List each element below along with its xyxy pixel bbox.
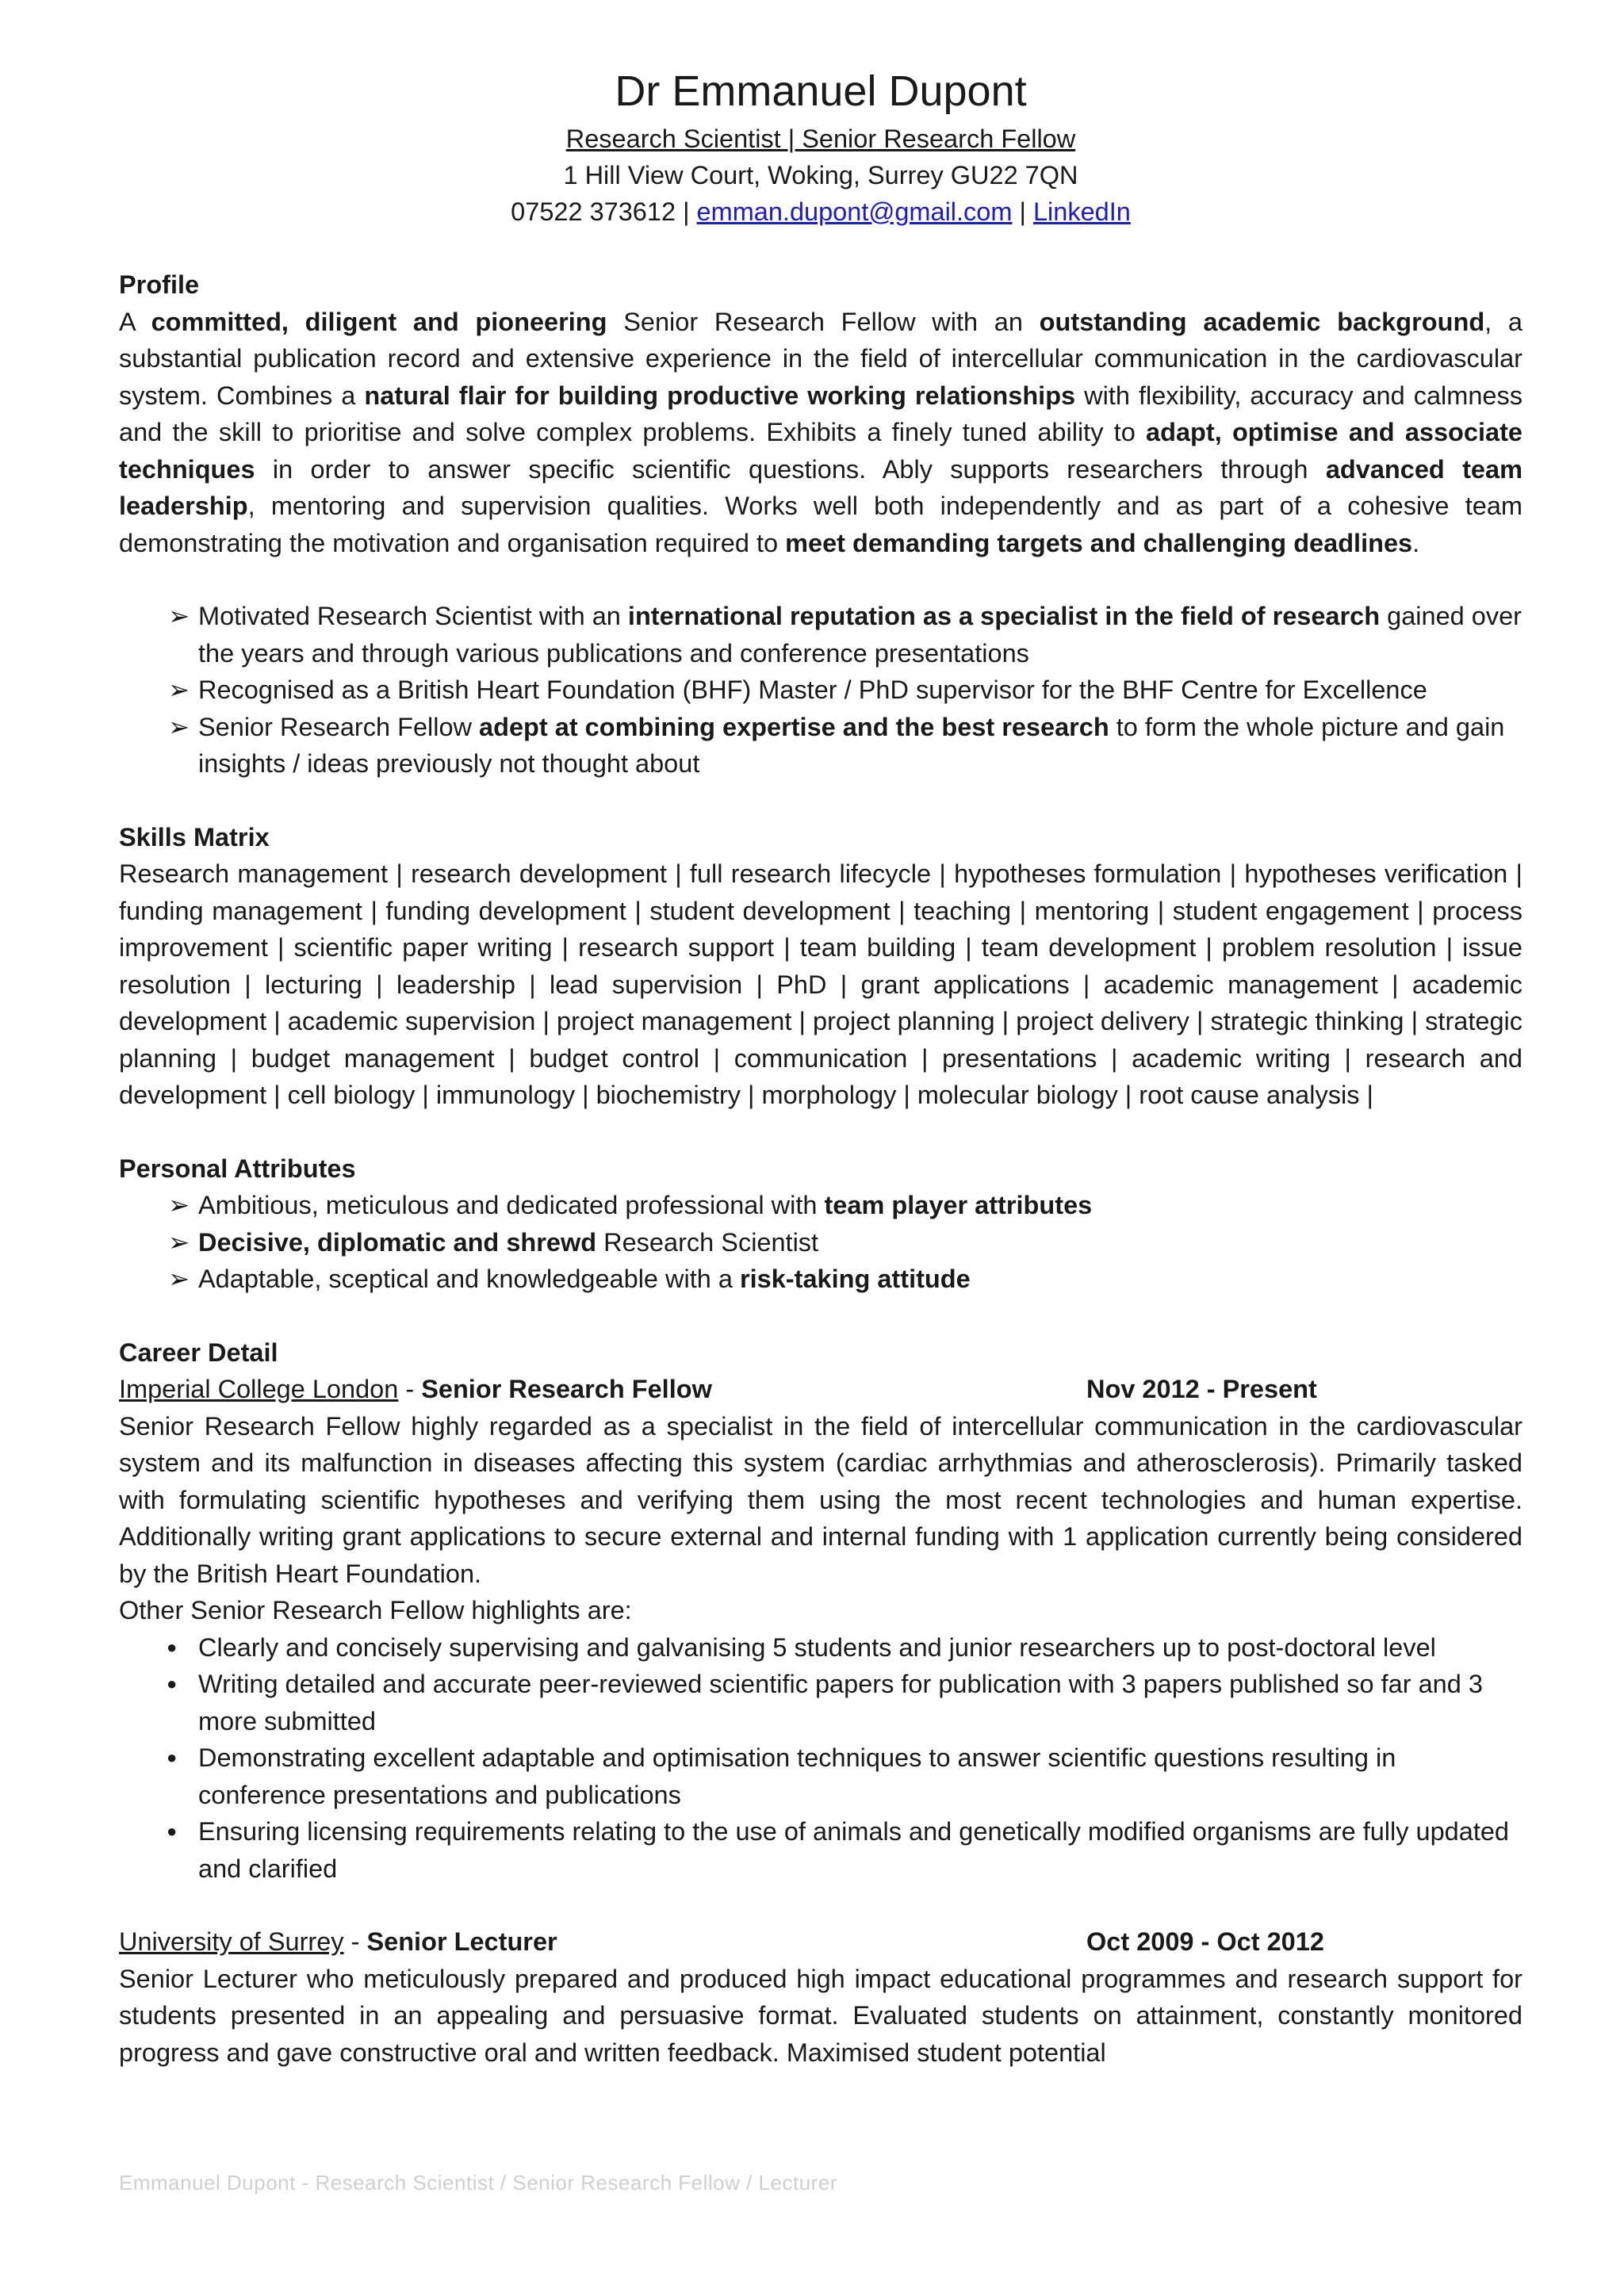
cv-page [119,63,1522,2071]
bullet-icon: ● [167,1747,178,1767]
arrow-bullet-icon: ➢ [168,1227,190,1257]
phone: 07522 373612 [511,197,676,226]
employer-name: University of Surrey [119,1927,344,1956]
bullet-icon: ● [167,1636,178,1657]
list-item: ➢ Senior Research Fellow adept at combining expertise and the best research to form the whole picture and gain insights / ideas previously not thought about [119,709,1522,783]
arrow-bullet-icon: ➢ [168,675,190,704]
job-highlights [119,1629,1522,1888]
skills-matrix: Research management | research development | full research lifecycle | hypotheses formulation | hypotheses verification | funding management | funding development | student development | teaching | mentoring | student engagement | process improvement | scientific paper writing | research support | team building | team development | problem resolution | issue resolution | lecturing | leadership | lead supervision | PhD | grant applications | academic management | academic development | academic supervision | project management | project planning | project delivery | strategic thinking | strategic planning | budget management | budget control | communication | presentations | academic writing | research and development | cell biology | immunology | biochemistry | morphology | molecular biology | root cause analysis | [119,859,1522,1109]
attributes-heading: Personal Attributes [119,1154,356,1183]
list-item: ➢ Motivated Research Scientist with an international reputation as a specialist in the field of research gained over the years and through various publications and conference presentations [119,598,1522,672]
highlights-intro: Other Senior Research Fellow highlights are: [119,1596,632,1624]
bullet-icon: ● [167,1821,178,1841]
candidate-title: Research Scientist | Senior Research Fellow [565,124,1076,153]
list-item: ➢ Recognised as a British Heart Foundation (BHF) Master / PhD supervisor for the BHF Centre for Excellence [119,672,1522,709]
list-item: ➢ Decisive, diplomatic and shrewd Research Scientist [119,1224,1522,1261]
job-description: Senior Research Fellow highly regarded as a specialist in the field of intercellular communication in the cardiovascular system and its malfunction in diseases affecting this system (cardiac arrhythmias and atherosclerosis). Primarily tasked with formulating scientific hypotheses and verifying them using the most recent technologies and human expertise. Additionally writing grant applications to secure external and internal funding with 1 application currently being considered by the British Heart Foundation. [119,1411,1522,1588]
arrow-bullet-icon: ➢ [168,712,190,741]
list-item: ➢ Adaptable, sceptical and knowledgeable with a risk-taking attitude [119,1261,1522,1298]
arrow-bullet-icon: ➢ [168,1191,190,1219]
list-item: ● Writing detailed and accurate peer-reviewed scientific papers for publication with 3 papers published so far and 3 more submitted [119,1666,1522,1739]
job-header: Imperial College London - Senior Research Fellow Nov 2012 - Present [119,1371,1522,1408]
candidate-name: Dr Emmanuel Dupont [615,67,1027,115]
profile-summary: A committed, diligent and pioneering Senior Research Fellow with an outstanding academic background, a substantial publication record and extensive experience in the field of intercellular communication in the cardiovascular system. Combines a natural flair for building productive working relationships with flexibility, accuracy and calmness and the skill to prioritise and solve complex problems. Exhibits a finely tuned ability to adapt, optimise and associate techniques in order to answer specific scientific questions. Ably supports researchers through advanced team leadership, mentoring and supervision qualities. Works well both independently and as part of a cohesive team demonstrating the motivation and organisation required to meet demanding targets and challenging deadlines. [119,307,1522,557]
attributes-list [119,1187,1522,1298]
profile-heading: Profile [119,270,200,299]
list-item: ● Ensuring licensing requirements relating to the use of animals and genetically modified organisms are fully updated and clarified [119,1813,1522,1887]
job-role: Senior Research Fellow [421,1375,712,1403]
bullet-icon: ● [167,1674,178,1693]
address: 1 Hill View Court, Woking, Surrey GU22 7QN [563,161,1078,189]
employer-name: Imperial College London [119,1375,399,1403]
job-dates: Oct 2009 - Oct 2012 [1086,1927,1324,1956]
job-role: Senior Lecturer [366,1927,557,1956]
linkedin-link[interactable]: LinkedIn [1032,197,1131,226]
list-item: ➢ Ambitious, meticulous and dedicated professional with team player attributes [119,1187,1522,1224]
arrow-bullet-icon: ➢ [168,602,190,630]
job-description: Senior Lecturer who meticulously prepared and produced high impact educational programmes and research support for students presented in an appealing and persuasive format. Evaluated students on attainment, constantly monitored progress and gave constructive oral and written feedback. Maximised student potential [119,1964,1522,2067]
job-dates: Nov 2012 - Present [1086,1375,1317,1403]
separator: | [683,197,690,226]
job-header: University of Surrey - Senior Lecturer Oct 2009 - Oct 2012 [119,1923,1522,1961]
separator: | [1019,197,1026,226]
skills-heading: Skills Matrix [119,822,270,851]
email-link[interactable]: emman.dupont@gmail.com [696,197,1013,226]
page-footer: Emmanuel Dupont - Research Scientist / Senior Research Fellow / Lecturer [119,2171,837,2195]
career-heading: Career Detail [119,1337,278,1367]
list-item: ● Clearly and concisely supervising and galvanising 5 students and junior researchers up to post-doctoral level [119,1629,1522,1667]
cv-header [119,63,1522,230]
arrow-bullet-icon: ➢ [168,1265,190,1293]
list-item: ● Demonstrating excellent adaptable and optimisation techniques to answer scientific questions resulting in conference presentations and publications [119,1739,1522,1813]
profile-highlights [119,598,1522,783]
contact-line [119,193,1522,230]
